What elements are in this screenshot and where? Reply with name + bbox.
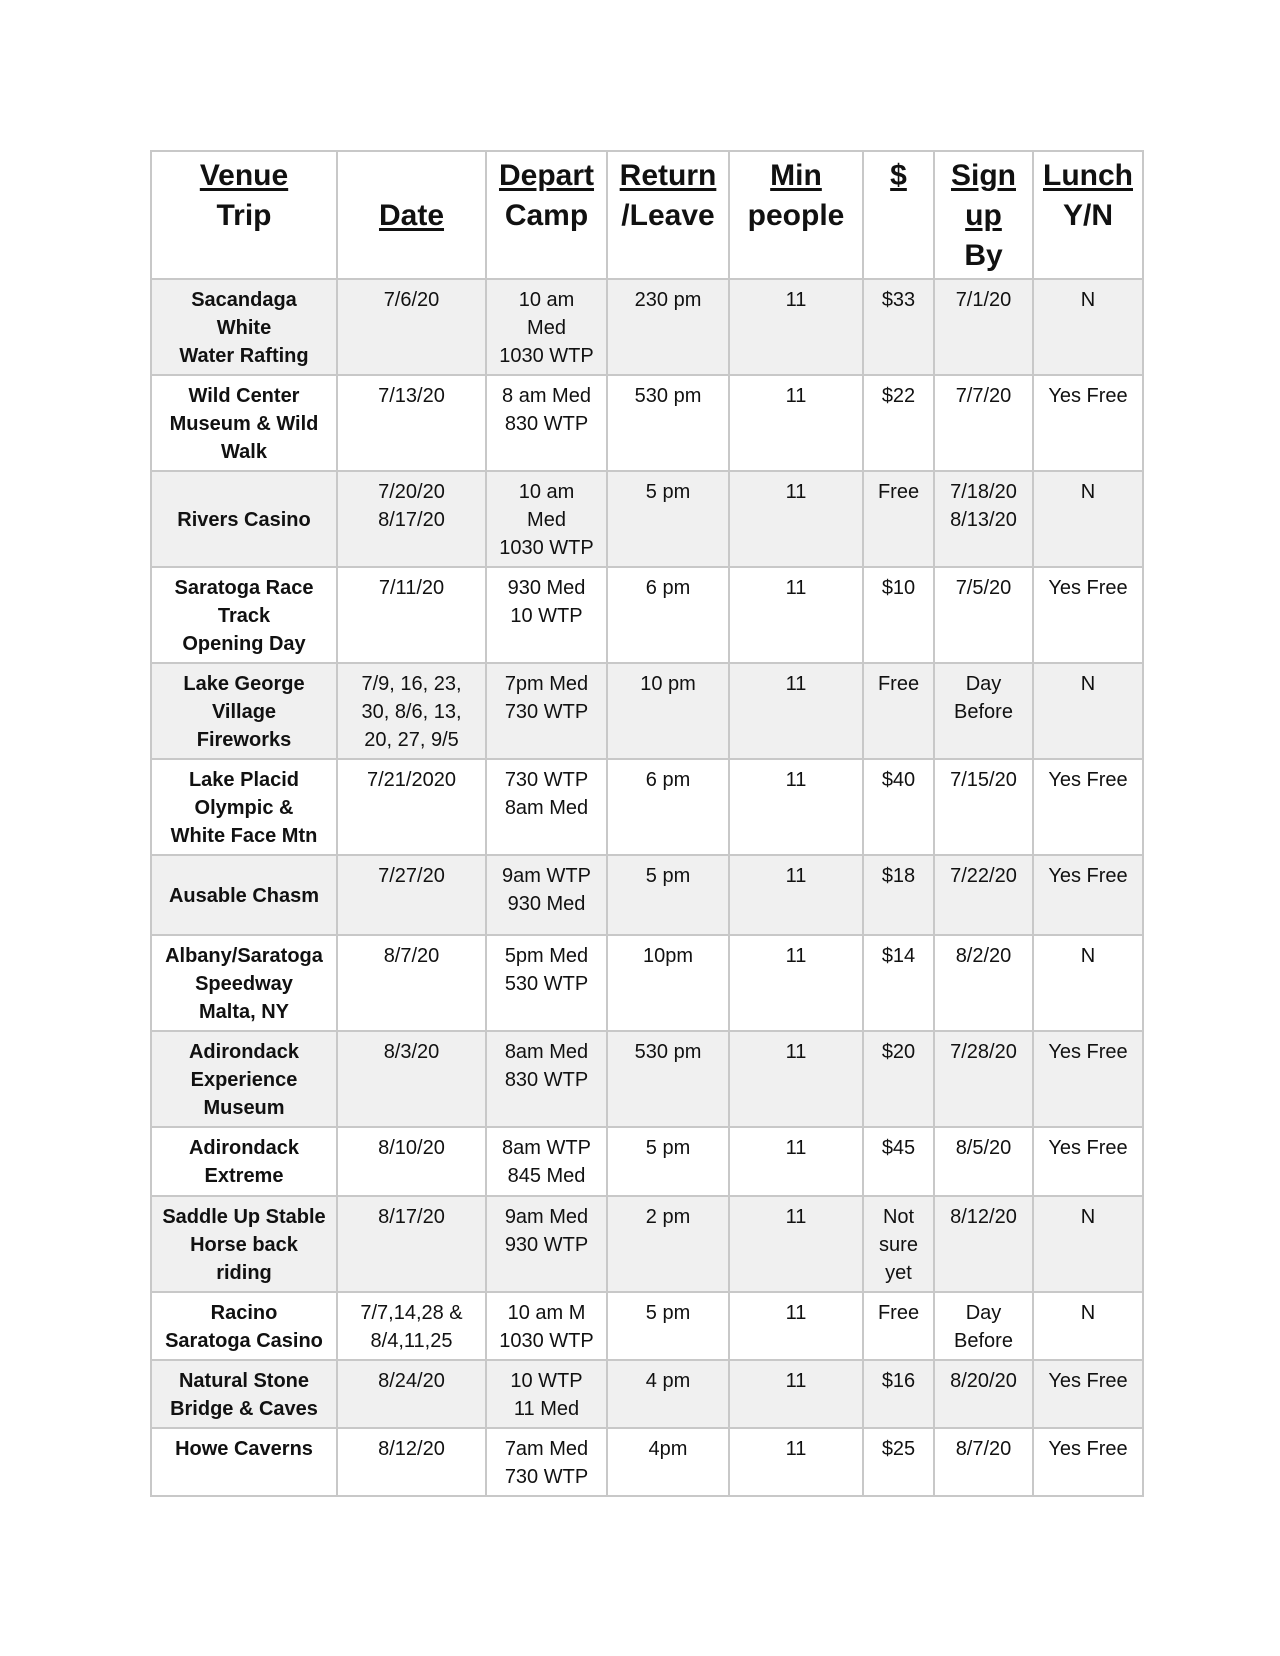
- signup-cell: [934, 1360, 1033, 1428]
- return-cell: [607, 1196, 729, 1292]
- signup-cell: [934, 1196, 1033, 1292]
- lunch-cell: N: [1033, 935, 1143, 1031]
- price-cell: [863, 567, 934, 663]
- lunch-cell: N: [1033, 1292, 1143, 1360]
- min-people-cell: 11: [729, 1428, 863, 1496]
- lunch-cell: N: [1033, 279, 1143, 375]
- return-cell: [607, 279, 729, 375]
- venue-line: Walk: [221, 441, 267, 463]
- return-line: 5 pm: [645, 1302, 691, 1324]
- price-line: $40: [881, 769, 916, 791]
- venue-line: Albany/Saratoga: [165, 945, 323, 967]
- return-line: 10pm: [642, 945, 694, 967]
- date-cell: [337, 855, 486, 935]
- venue-line: Museum & Wild: [169, 413, 319, 435]
- date-line: 7/9, 16, 23,: [361, 673, 462, 695]
- depart-cell: [486, 1127, 607, 1196]
- venue-cell: [151, 1196, 337, 1292]
- depart-line: 5pm Med: [504, 945, 589, 967]
- table-row: [151, 759, 1143, 855]
- signup-cell: [934, 279, 1033, 375]
- return-line: 10 pm: [640, 673, 696, 695]
- price-cell: [863, 1031, 934, 1127]
- date-line: 7/20/20: [378, 481, 445, 503]
- venue-line: Bridge & Caves: [170, 1398, 318, 1420]
- price-line: Free: [877, 673, 920, 695]
- date-cell: [337, 1292, 486, 1360]
- depart-line: 530 WTP: [504, 973, 589, 995]
- header-return-leave: [607, 151, 729, 279]
- price-line: Free: [877, 481, 920, 503]
- price-cell: [863, 1292, 934, 1360]
- venue-cell: [151, 279, 337, 375]
- signup-cell: [934, 1428, 1033, 1496]
- date-cell: [337, 1196, 486, 1292]
- min-people-cell: 11: [729, 1360, 863, 1428]
- price-line: $33: [881, 289, 916, 311]
- venue-line: Natural Stone: [178, 1370, 310, 1392]
- min-people-cell: 11: [729, 759, 863, 855]
- return-line: 530 pm: [634, 1041, 702, 1063]
- venue-line: Museum: [203, 1097, 285, 1119]
- return-line: 4pm: [648, 1438, 688, 1460]
- lunch-cell: Yes Free: [1033, 1031, 1143, 1127]
- depart-line: 10 am M: [507, 1302, 586, 1324]
- venue-line: Rivers Casino: [177, 509, 311, 531]
- return-line: 230 pm: [634, 289, 702, 311]
- signup-cell: [934, 471, 1033, 567]
- depart-cell: [486, 279, 607, 375]
- depart-line: 10 am: [518, 481, 575, 503]
- header-sign-label: Sign: [951, 159, 1016, 192]
- return-cell: [607, 1292, 729, 1360]
- price-line: Free: [877, 1302, 920, 1324]
- venue-cell: [151, 375, 337, 471]
- date-cell: [337, 663, 486, 759]
- signup-cell: [934, 759, 1033, 855]
- price-cell: [863, 375, 934, 471]
- return-cell: [607, 1031, 729, 1127]
- header-up-label: up: [965, 199, 1002, 232]
- date-cell: [337, 1127, 486, 1196]
- table-row: [151, 471, 1143, 567]
- min-people-cell: 11: [729, 1031, 863, 1127]
- price-line: $45: [881, 1137, 916, 1159]
- date-line: 7/21/2020: [367, 769, 456, 791]
- depart-line: 10 WTP: [510, 1370, 583, 1392]
- lunch-cell: Yes Free: [1033, 1428, 1143, 1496]
- table-row: [151, 567, 1143, 663]
- header-leave-label: /Leave: [621, 199, 715, 232]
- depart-line: 730 WTP: [504, 701, 589, 723]
- lunch-cell: N: [1033, 663, 1143, 759]
- price-line: $20: [881, 1041, 916, 1063]
- depart-line: 930 WTP: [504, 1234, 589, 1256]
- header-lunch: [1033, 151, 1143, 279]
- depart-cell: [486, 935, 607, 1031]
- date-line: 30, 8/6, 13,: [361, 701, 462, 723]
- date-cell: [337, 375, 486, 471]
- depart-line: 1030 WTP: [499, 345, 594, 367]
- price-cell: [863, 1196, 934, 1292]
- header-return-label: Return: [619, 159, 717, 192]
- date-cell: [337, 759, 486, 855]
- venue-line: Track: [217, 605, 271, 627]
- venue-line: Saddle Up Stable: [162, 1206, 326, 1228]
- depart-line: 7pm Med: [504, 673, 589, 695]
- return-line: 530 pm: [634, 385, 702, 407]
- min-people-cell: 11: [729, 1196, 863, 1292]
- table-row: [151, 1428, 1143, 1496]
- header-venue-trip: [151, 151, 337, 279]
- depart-line: 730 WTP: [504, 769, 589, 791]
- price-line: $18: [881, 865, 916, 887]
- trip-rows: [151, 279, 1143, 1496]
- min-people-cell: 11: [729, 279, 863, 375]
- depart-line: 1030 WTP: [499, 1330, 594, 1352]
- depart-line: 10 am: [518, 289, 575, 311]
- date-line: 8/4,11,25: [370, 1330, 453, 1352]
- venue-line: Horse back: [190, 1234, 298, 1256]
- venue-line: White Face Mtn: [170, 825, 318, 847]
- header-min-people: [729, 151, 863, 279]
- price-cell: [863, 935, 934, 1031]
- header-camp-label: Camp: [504, 199, 589, 232]
- depart-cell: [486, 1292, 607, 1360]
- header-venue-label: Venue: [199, 159, 289, 192]
- depart-line: 8am Med: [504, 797, 589, 819]
- signup-line: 8/5/20: [955, 1137, 1012, 1159]
- return-cell: [607, 1428, 729, 1496]
- signup-line: Day: [965, 1302, 1002, 1324]
- depart-line: 10 WTP: [510, 605, 583, 627]
- depart-line: 8 am Med: [502, 385, 591, 407]
- date-line: 8/17/20: [378, 1206, 445, 1228]
- min-people-cell: 11: [729, 855, 863, 935]
- return-line: 5 pm: [645, 1137, 691, 1159]
- header-by-label: By: [964, 239, 1003, 272]
- venue-line: Water Rafting: [179, 345, 309, 367]
- table-row: [151, 855, 1143, 935]
- signup-line: 7/22/20: [950, 865, 1017, 887]
- return-cell: [607, 471, 729, 567]
- signup-line: 8/7/20: [955, 1438, 1012, 1460]
- signup-cell: [934, 375, 1033, 471]
- depart-cell: [486, 759, 607, 855]
- return-cell: [607, 375, 729, 471]
- return-line: 6 pm: [645, 769, 691, 791]
- return-line: 5 pm: [645, 481, 691, 503]
- date-line: 8/17/20: [378, 509, 445, 531]
- min-people-cell: 11: [729, 471, 863, 567]
- min-people-cell: 11: [729, 567, 863, 663]
- min-people-cell: 11: [729, 1127, 863, 1196]
- venue-line: Malta, NY: [198, 1001, 290, 1023]
- depart-line: 9am Med: [504, 1206, 589, 1228]
- return-cell: [607, 1360, 729, 1428]
- price-cell: [863, 759, 934, 855]
- signup-line: 7/18/20: [950, 481, 1017, 503]
- price-cell: [863, 1360, 934, 1428]
- signup-cell: [934, 567, 1033, 663]
- venue-line: Sacandaga: [191, 289, 297, 311]
- venue-line: White: [216, 317, 272, 339]
- table-row: [151, 279, 1143, 375]
- lunch-cell: Yes Free: [1033, 375, 1143, 471]
- venue-cell: [151, 1127, 337, 1196]
- depart-line: 845 Med: [507, 1165, 586, 1187]
- date-cell: [337, 1428, 486, 1496]
- depart-cell: [486, 567, 607, 663]
- return-line: 6 pm: [645, 577, 691, 599]
- date-cell: [337, 471, 486, 567]
- venue-line: Speedway: [195, 973, 293, 995]
- venue-line: Ausable Chasm: [168, 885, 320, 907]
- header-date: [337, 151, 486, 279]
- date-line: 8/24/20: [378, 1370, 445, 1392]
- return-cell: [607, 567, 729, 663]
- venue-cell: [151, 1360, 337, 1428]
- venue-cell: [151, 759, 337, 855]
- venue-cell: [151, 567, 337, 663]
- price-cell: [863, 1127, 934, 1196]
- venue-line: Howe Caverns: [175, 1438, 313, 1460]
- depart-line: 830 WTP: [504, 1069, 589, 1091]
- price-line: Not: [882, 1206, 915, 1228]
- price-cell: [863, 663, 934, 759]
- depart-line: 9am WTP: [502, 865, 591, 887]
- venue-line: Opening Day: [182, 633, 306, 655]
- date-line: 8/10/20: [378, 1137, 445, 1159]
- header-lunch-label: Lunch: [1043, 159, 1133, 192]
- venue-line: Olympic &: [194, 797, 294, 819]
- price-cell: [863, 1428, 934, 1496]
- price-line: yet: [885, 1262, 912, 1284]
- table-row: [151, 1292, 1143, 1360]
- depart-line: 930 Med: [507, 577, 586, 599]
- signup-line: 8/20/20: [950, 1370, 1017, 1392]
- venue-line: Village: [211, 701, 277, 723]
- date-line: 8/12/20: [378, 1438, 445, 1460]
- signup-cell: [934, 663, 1033, 759]
- venue-cell: [151, 935, 337, 1031]
- price-line: $16: [881, 1370, 916, 1392]
- depart-line: Med: [527, 509, 566, 531]
- venue-line: Extreme: [204, 1165, 284, 1187]
- price-line: $10: [881, 577, 916, 599]
- venue-cell: [151, 1292, 337, 1360]
- venue-line: riding: [216, 1262, 272, 1284]
- venue-line: Saratoga Casino: [165, 1330, 323, 1352]
- min-people-cell: 11: [729, 935, 863, 1031]
- signup-cell: [934, 855, 1033, 935]
- table-row: [151, 1127, 1143, 1196]
- return-cell: [607, 663, 729, 759]
- signup-line: 7/1/20: [955, 289, 1012, 311]
- min-people-cell: 11: [729, 663, 863, 759]
- trip-schedule-table: [150, 150, 1144, 1497]
- venue-line: Experience: [190, 1069, 298, 1091]
- date-cell: [337, 935, 486, 1031]
- venue-line: Fireworks: [196, 729, 292, 751]
- signup-line: 7/28/20: [950, 1041, 1017, 1063]
- signup-line: 8/12/20: [950, 1206, 1017, 1228]
- date-line: 7/6/20: [383, 289, 440, 311]
- depart-cell: [486, 1031, 607, 1127]
- depart-line: 730 WTP: [504, 1466, 589, 1488]
- date-line: 7/27/20: [378, 865, 445, 887]
- depart-line: 1030 WTP: [499, 537, 594, 559]
- signup-line: Day: [965, 673, 1002, 695]
- header-trip-label: Trip: [216, 199, 272, 232]
- signup-line: 7/15/20: [950, 769, 1017, 791]
- depart-cell: [486, 1428, 607, 1496]
- depart-line: 11 Med: [513, 1398, 580, 1420]
- depart-cell: [486, 1196, 607, 1292]
- price-cell: [863, 855, 934, 935]
- min-people-cell: 11: [729, 375, 863, 471]
- table-row: [151, 375, 1143, 471]
- lunch-cell: Yes Free: [1033, 567, 1143, 663]
- return-line: 5 pm: [645, 865, 691, 887]
- venue-line: Wild Center: [188, 385, 300, 407]
- venue-cell: [151, 1031, 337, 1127]
- venue-line: Saratoga Race: [174, 577, 314, 599]
- signup-line: Before: [954, 1330, 1013, 1352]
- date-line: 7/13/20: [378, 385, 445, 407]
- header-date-label: Date: [378, 199, 445, 232]
- depart-line: 7am Med: [504, 1438, 589, 1460]
- lunch-cell: Yes Free: [1033, 759, 1143, 855]
- table-row: [151, 1196, 1143, 1292]
- depart-cell: [486, 1360, 607, 1428]
- depart-line: 930 Med: [507, 893, 586, 915]
- header-price: [863, 151, 934, 279]
- depart-line: Med: [527, 317, 566, 339]
- lunch-cell: Yes Free: [1033, 1360, 1143, 1428]
- depart-cell: [486, 663, 607, 759]
- signup-line: 7/7/20: [955, 385, 1012, 407]
- venue-line: Lake George: [183, 673, 305, 695]
- venue-line: Adirondack: [188, 1137, 300, 1159]
- header-min-label: Min: [770, 159, 822, 192]
- signup-line: 8/13/20: [950, 509, 1017, 531]
- return-cell: [607, 759, 729, 855]
- lunch-cell: Yes Free: [1033, 855, 1143, 935]
- signup-cell: [934, 1127, 1033, 1196]
- header-row: [151, 151, 1143, 279]
- price-line: sure: [879, 1234, 918, 1256]
- depart-cell: [486, 855, 607, 935]
- depart-line: 830 WTP: [504, 413, 589, 435]
- venue-cell: [151, 855, 337, 935]
- date-cell: [337, 567, 486, 663]
- signup-cell: [934, 1031, 1033, 1127]
- signup-cell: [934, 1292, 1033, 1360]
- return-cell: [607, 855, 729, 935]
- header-yn-label: Y/N: [1062, 199, 1113, 232]
- lunch-cell: N: [1033, 471, 1143, 567]
- table-row: [151, 663, 1143, 759]
- date-line: 20, 27, 9/5: [364, 729, 459, 751]
- signup-line: 8/2/20: [955, 945, 1012, 967]
- header-people-label: people: [747, 199, 845, 232]
- venue-cell: [151, 1428, 337, 1496]
- date-cell: [337, 1031, 486, 1127]
- price-cell: [863, 279, 934, 375]
- depart-cell: [486, 471, 607, 567]
- venue-line: Adirondack: [188, 1041, 300, 1063]
- venue-cell: [151, 663, 337, 759]
- venue-line: Lake Placid: [188, 769, 300, 791]
- date-line: 7/7,14,28 &: [360, 1302, 463, 1324]
- depart-line: 8am WTP: [502, 1137, 591, 1159]
- date-line: 7/11/20: [378, 577, 445, 599]
- table-row: [151, 1031, 1143, 1127]
- return-cell: [607, 1127, 729, 1196]
- price-cell: [863, 471, 934, 567]
- depart-line: 8am Med: [504, 1041, 589, 1063]
- lunch-cell: Yes Free: [1033, 1127, 1143, 1196]
- price-line: $25: [881, 1438, 916, 1460]
- return-line: 4 pm: [645, 1370, 691, 1392]
- header-depart-camp: [486, 151, 607, 279]
- depart-cell: [486, 375, 607, 471]
- signup-cell: [934, 935, 1033, 1031]
- signup-line: Before: [954, 701, 1013, 723]
- return-line: 2 pm: [645, 1206, 691, 1228]
- return-cell: [607, 935, 729, 1031]
- header-sign-up-by: [934, 151, 1033, 279]
- header-price-label: $: [890, 159, 907, 192]
- date-cell: [337, 1360, 486, 1428]
- date-cell: [337, 279, 486, 375]
- date-line: 8/7/20: [383, 945, 440, 967]
- price-line: $14: [881, 945, 916, 967]
- lunch-cell: N: [1033, 1196, 1143, 1292]
- table-row: [151, 1360, 1143, 1428]
- venue-cell: [151, 471, 337, 567]
- signup-line: 7/5/20: [955, 577, 1012, 599]
- venue-line: Racino: [210, 1302, 278, 1324]
- header-depart-label: Depart: [498, 159, 595, 192]
- min-people-cell: 11: [729, 1292, 863, 1360]
- price-line: $22: [881, 385, 916, 407]
- date-line: 8/3/20: [383, 1041, 440, 1063]
- table-row: [151, 935, 1143, 1031]
